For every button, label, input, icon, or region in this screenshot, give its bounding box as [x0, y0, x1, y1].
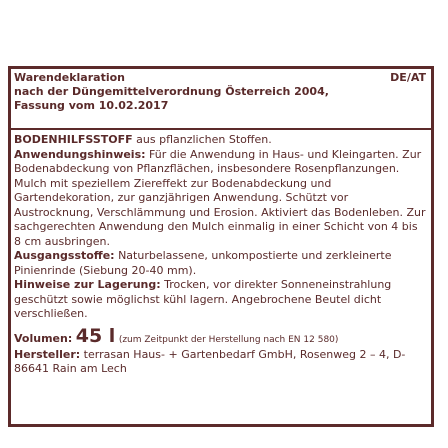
materials-label: Ausgangsstoffe: [14, 249, 115, 262]
manufacturer-text: terrasan Haus- + Gartenbedarf GmbH, Rosenweg 2 – 4, D-86641 Rain am Lech [14, 347, 406, 375]
header-version-date: Fassung vom 10.02.2017 [14, 99, 169, 112]
usage-label: Anwendungshinweis: [14, 147, 146, 161]
materials-section [14, 249, 428, 278]
volume-note: (zum Zeitpunkt der Herstellung nach EN 12 580) [118, 334, 339, 345]
storage-section [14, 278, 428, 322]
country-code: DE/AT [390, 71, 426, 84]
manufacturer-label: Hersteller: [14, 347, 81, 361]
materials-text: Naturbelassene, unkompostierte und zerkleinerte Pinienrinde (Siebung 20-40 mm). [14, 249, 392, 277]
product-type-text: aus pflanzlichen Stoffen. [132, 133, 272, 146]
usage-section [14, 148, 428, 250]
product-type [14, 133, 428, 148]
declaration-panel [8, 66, 434, 427]
manufacturer-section [14, 348, 428, 377]
header-regulation: nach der Düngemittelverordnung Österreich 2004, [14, 85, 329, 98]
header-title: Warendeklaration [14, 71, 125, 84]
storage-text: Trocken, vor direkter Sonneneinstrahlung geschützt sowie möglichst kühl lagern. Angebrochene Beutel dicht verschließen. [14, 278, 392, 320]
volume-section [14, 324, 428, 348]
storage-label: Hinweise zur Lagerung: [14, 278, 161, 291]
product-type-label: BODENHILFSSTOFF [14, 133, 133, 146]
volume-value: 45 l [75, 324, 116, 347]
declaration-body [14, 133, 428, 377]
usage-text: Für die Anwendung in Haus- und Kleingarten. Zur Bodenabdeckung von Pflanzflächen, insbesondere Rosenpflanzungen. Mulch mit speziellem Ziereffekt zur Bodenabdeckung und Gartendekoration, zur ganzjährigen Anwendung. Schützt vor Austrocknung, Verschlämmung und Erosion. Aktiviert das Bodenleben. Zur sachgerechten Anwendung den Mulch einmalig in einer Schicht von 4 bis 8 cm ausbringen. [14, 147, 426, 248]
declaration-header [11, 69, 431, 130]
volume-label: Volumen: [14, 331, 73, 345]
